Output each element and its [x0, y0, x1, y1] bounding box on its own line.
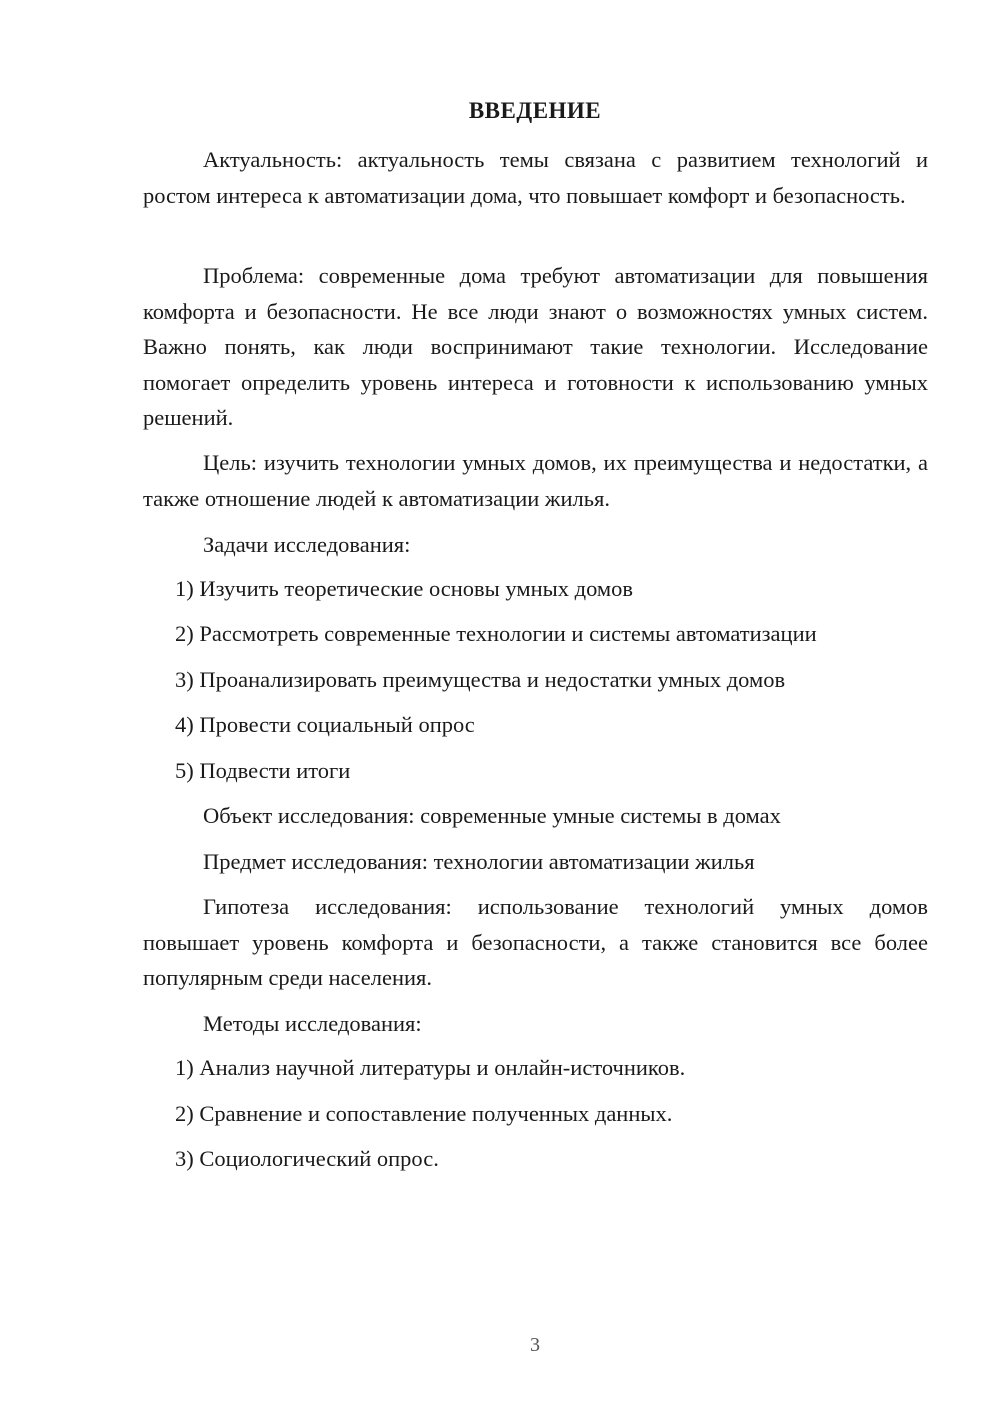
list-item-task: 3) Проанализировать преимущества и недостатки умных домов	[175, 667, 786, 692]
hypothesis-paragraph: Гипотеза исследования: использование технологий умных домов повышает уровень комфорта и безопасности, а также становится все более популярным среди населения.	[143, 894, 928, 990]
problem-paragraph: Проблема: современные дома требуют автоматизации для повышения комфорта и безопасности. Не все люди знают о возможностях умных систем. Важно понять, как люди воспринимают такие технологии. Исследование помогает определить уровень интереса и готовности к использованию умных решений.	[143, 263, 928, 430]
page-title: ВВЕДЕНИЕ	[468, 98, 602, 123]
object-line: Объект исследования: современные умные системы в домах	[203, 803, 781, 828]
list-item-method: 2) Сравнение и сопоставление полученных данных.	[175, 1101, 673, 1126]
page-number: 3	[530, 1334, 540, 1356]
list-item-task: 2) Рассмотреть современные технологии и системы автоматизации	[175, 621, 817, 646]
subject-line: Предмет исследования: технологии автоматизации жилья	[203, 849, 755, 874]
list-item-method: 3) Социологический опрос.	[175, 1146, 439, 1171]
list-item-task: 4) Провести социальный опрос	[175, 712, 475, 737]
list-item-method: 1) Анализ научной литературы и онлайн-источников.	[175, 1055, 686, 1080]
relevance-paragraph: Актуальность: актуальность темы связана с развитием технологий и ростом интереса к автоматизации дома, что повышает комфорт и безопасность.	[143, 147, 928, 208]
tasks-heading: Задачи исследования:	[203, 532, 411, 557]
methods-heading: Методы исследования:	[203, 1011, 422, 1036]
list-item-task: 1) Изучить теоретические основы умных домов	[175, 576, 634, 601]
goal-paragraph: Цель: изучить технологии умных домов, их преимущества и недостатки, а также отношение людей к автоматизации жилья.	[143, 450, 928, 511]
list-item-task: 5) Подвести итоги	[175, 758, 351, 783]
